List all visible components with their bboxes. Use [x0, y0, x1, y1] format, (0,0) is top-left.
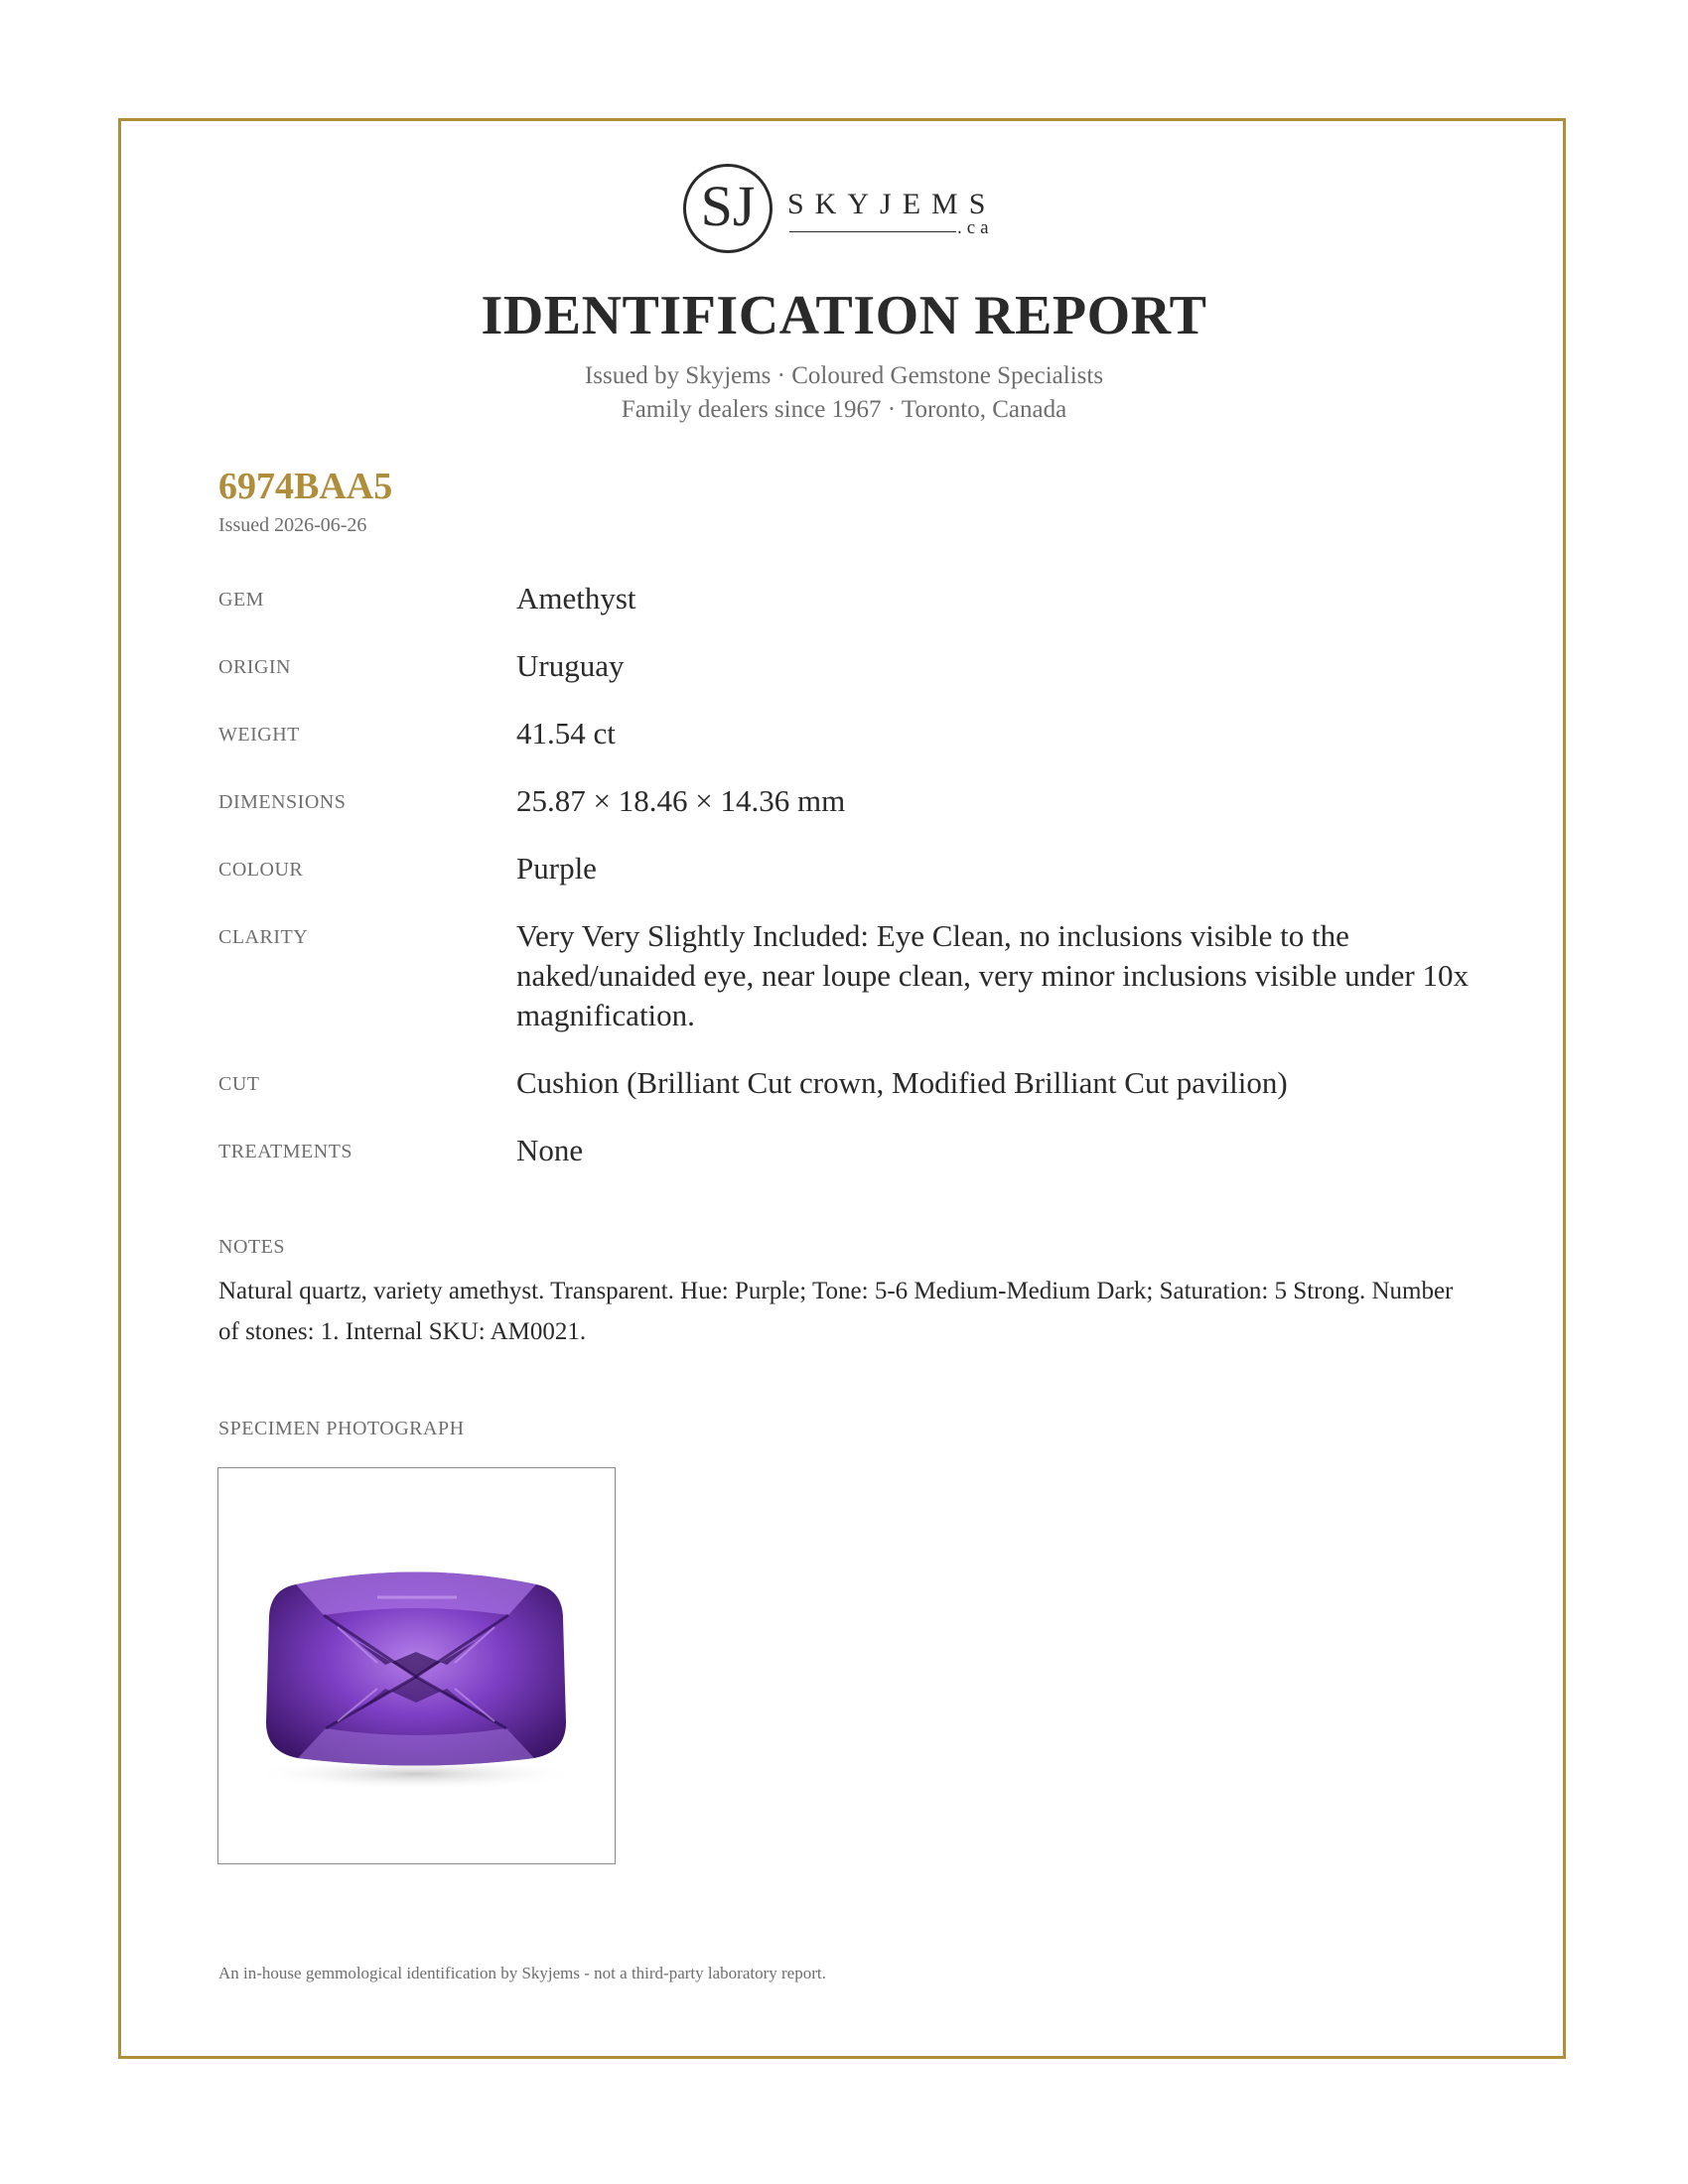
field-label: DIMENSIONS [218, 791, 347, 813]
field-value: Uruguay [516, 648, 625, 683]
field-value: Very Very Slightly Included: Eye Clean, no inclusions visible to the naked/unaided eye, near loupe clean, very minor inclusions visible under 10x magnification. [516, 918, 1469, 1032]
logo-monogram: SJ [700, 174, 756, 238]
field-label: WEIGHT [218, 724, 300, 746]
field-label: ORIGIN [218, 656, 291, 678]
skyjems-logo [683, 164, 1011, 263]
dealer-line: Family dealers since 1967 · Toronto, Canada [621, 396, 1067, 423]
report-title: IDENTIFICATION REPORT [481, 285, 1207, 346]
field-value: Purple [516, 851, 597, 886]
field-label: CUT [218, 1073, 260, 1095]
notes-text: Natural quartz, variety amethyst. Transparent. Hue: Purple; Tone: 5-6 Medium-Medium Dark; Saturation: 5 Strong. Number of stones: 1. Internal SKU: AM0021. [218, 1278, 1454, 1345]
field-label: TREATMENTS [218, 1141, 352, 1162]
photo-label: SPECIMEN PHOTOGRAPH [218, 1418, 465, 1439]
footer-disclaimer: An in-house gemmological identification by Skyjems - not a third-party laboratory report. [218, 1964, 826, 1982]
issue-date: Issued 2026-06-26 [218, 514, 367, 536]
specimen-photo [217, 1467, 616, 1864]
issuer-line: Issued by Skyjems · Coloured Gemstone Specialists [584, 362, 1104, 389]
field-value: 41.54 ct [516, 716, 616, 751]
amethyst-gem-image [218, 1468, 614, 1862]
field-value: 25.87 × 18.46 × 14.36 mm [516, 783, 846, 818]
logo-name: SKYJEMS [787, 188, 997, 220]
field-value: Cushion (Brilliant Cut crown, Modified Brilliant Cut pavilion) [516, 1065, 1288, 1100]
field-label: GEM [218, 589, 264, 611]
logo-tld: .ca [957, 217, 994, 238]
field-value: None [516, 1133, 584, 1167]
field-label: CLARITY [218, 926, 309, 948]
logo-rule [789, 231, 956, 232]
field-label: COLOUR [218, 859, 304, 881]
field-value: Amethyst [516, 581, 636, 615]
notes-label: NOTES [218, 1236, 285, 1258]
report-number: 6974BAA5 [218, 466, 393, 507]
